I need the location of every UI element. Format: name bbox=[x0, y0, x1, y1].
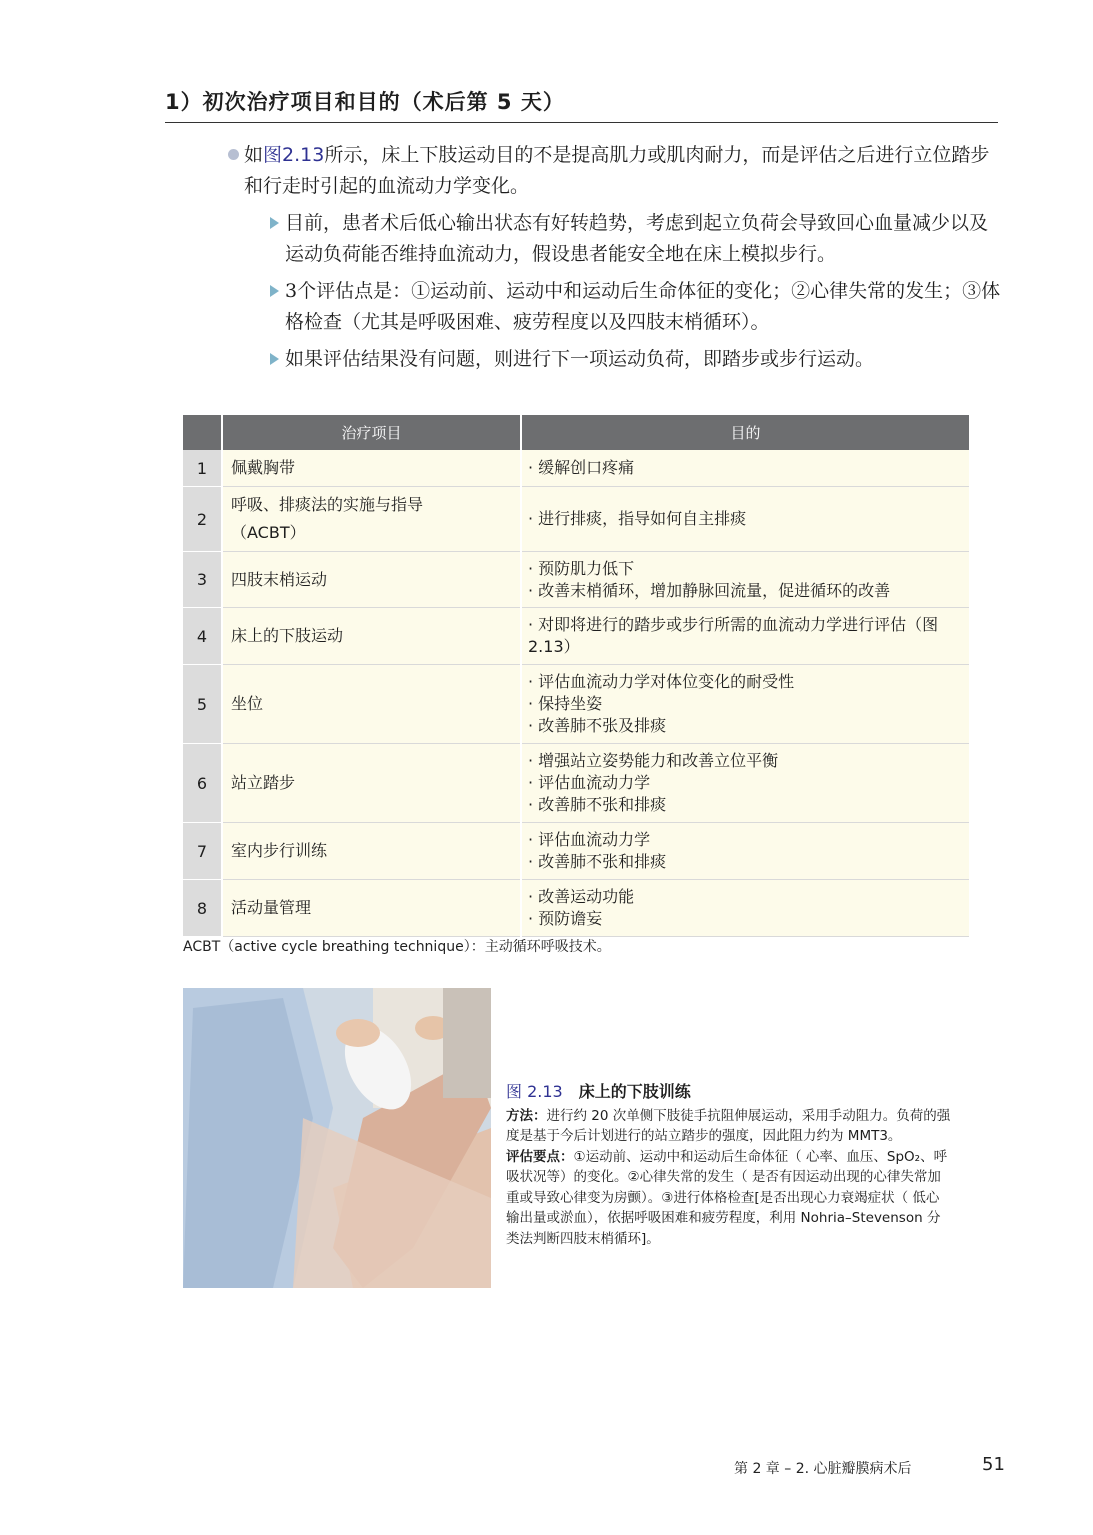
method-label: 方法： bbox=[506, 1107, 547, 1124]
header-item: 治疗项目 bbox=[222, 415, 521, 450]
purpose-line: · 评估血流动力学 bbox=[528, 772, 963, 794]
row-number: 2 bbox=[183, 487, 222, 552]
row-purpose bbox=[521, 880, 969, 937]
footer-chapter: 第 2 章 – 2. 心脏瓣膜病术后 bbox=[734, 1461, 912, 1477]
figure-evaluation bbox=[506, 1147, 951, 1250]
table-row bbox=[183, 450, 969, 487]
table-row bbox=[183, 552, 969, 608]
sub-bullet bbox=[228, 208, 1003, 270]
table-row bbox=[183, 823, 969, 880]
row-number: 8 bbox=[183, 880, 222, 937]
photo-illustration bbox=[183, 988, 491, 1288]
row-number: 6 bbox=[183, 744, 222, 823]
purpose-line: · 评估血流动力学 bbox=[528, 829, 963, 851]
body-text bbox=[228, 140, 1003, 375]
row-item bbox=[222, 608, 521, 665]
triangle-bullet-icon bbox=[270, 353, 279, 365]
intro-text: 所示，床上下肢运动目的不是提高肌力或肌肉耐力，而是评估之后进行立位踏步和行走时引起的血流动力学变化。 bbox=[244, 144, 990, 197]
row-purpose bbox=[521, 552, 969, 608]
table-row bbox=[183, 487, 969, 552]
purpose-line: · 评估血流动力学对体位变化的耐受性 bbox=[528, 671, 963, 693]
row-item bbox=[222, 823, 521, 880]
row-number: 7 bbox=[183, 823, 222, 880]
row-number: 3 bbox=[183, 552, 222, 608]
treatment-table-container bbox=[183, 415, 969, 937]
row-purpose bbox=[521, 487, 969, 552]
figure-title-line bbox=[506, 1082, 951, 1103]
header-number bbox=[183, 415, 222, 450]
purpose-line: · 改善肺不张和排痰 bbox=[528, 851, 963, 873]
figure-caption bbox=[506, 1082, 951, 1249]
method-text: 进行约 20 次单侧下肢徒手抗阻伸展运动，采用手动阻力。负荷的强度是基于今后计划进行的站立踏步的强度，因此阻力约为 MMT3。 bbox=[506, 1107, 951, 1144]
triangle-bullet-icon bbox=[270, 217, 279, 229]
row-item bbox=[222, 665, 521, 744]
evaluation-label: 评估要点： bbox=[506, 1148, 574, 1165]
sub-bullet-text: 目前，患者术后低心输出状态有好转趋势，考虑到起立负荷会导致回心血量减少以及运动负荷能否维持血流动力，假设患者能安全地在床上模拟步行。 bbox=[285, 212, 989, 265]
sub-bullet bbox=[228, 276, 1003, 338]
row-item bbox=[222, 450, 521, 487]
purpose-line: · 预防肌力低下 bbox=[528, 558, 963, 580]
purpose-line: · 改善肺不张和排痰 bbox=[528, 794, 963, 816]
row-purpose bbox=[521, 823, 969, 880]
item-line: 呼吸、排痰法的实施与指导 bbox=[231, 495, 424, 514]
item-line: 佩戴胸带 bbox=[231, 458, 296, 477]
sub-bullet-text: 如果评估结果没有问题，则进行下一项运动负荷，即踏步或步行运动。 bbox=[285, 348, 875, 370]
triangle-bullet-icon bbox=[270, 285, 279, 297]
figure-reference-link[interactable]: 图2.13 bbox=[263, 144, 325, 166]
purpose-line: · 改善末梢循环，增加静脉回流量，促进循环的改善 bbox=[528, 580, 963, 602]
section-heading: 1）初次治疗项目和目的（术后第 5 天） bbox=[165, 86, 998, 123]
figure-method bbox=[506, 1106, 951, 1147]
table-row bbox=[183, 880, 969, 937]
purpose-line: · 增强站立姿势能力和改善立位平衡 bbox=[528, 750, 963, 772]
figure-title: 床上的下肢训练 bbox=[578, 1082, 691, 1101]
evaluation-text: ①运动前、运动中和运动后生命体征（ 心率、血压、SpO₂、呼吸状况等）的变化。②心律失常的发生（ 是否有因运动出现的心律失常加重或导致心律变为房颤）。③进行体格检查[是否出现心力衰竭症状（ 低心输出量或淤血），依据呼吸困难和疲劳程度，利用 Nohria–Stevenson 分类法判断四肢末梢循环]。 bbox=[506, 1148, 948, 1247]
row-purpose bbox=[521, 665, 969, 744]
item-line: 四肢末梢运动 bbox=[231, 569, 328, 589]
item-line: 站立踏步 bbox=[231, 773, 296, 792]
item-line: （ACBT） bbox=[231, 523, 306, 542]
treatment-table bbox=[183, 415, 969, 937]
bullet-dot-icon bbox=[228, 149, 239, 160]
table-body bbox=[183, 450, 969, 937]
row-item bbox=[222, 744, 521, 823]
table-footnote: ACBT（active cycle breathing technique）：主动循环呼吸技术。 bbox=[183, 939, 611, 955]
row-purpose bbox=[521, 608, 969, 665]
row-purpose bbox=[521, 450, 969, 487]
item-line: 室内步行训练 bbox=[231, 841, 328, 860]
purpose-line: · 对即将进行的踏步或步行所需的血流动力学进行评估（图 2.13） bbox=[528, 614, 963, 658]
row-purpose bbox=[521, 744, 969, 823]
header-purpose: 目的 bbox=[521, 415, 969, 450]
purpose-line: · 改善肺不张及排痰 bbox=[528, 715, 963, 737]
row-number: 4 bbox=[183, 608, 222, 665]
intro-bullet bbox=[228, 140, 1003, 202]
row-item bbox=[222, 552, 521, 608]
row-number: 5 bbox=[183, 665, 222, 744]
row-number: 1 bbox=[183, 450, 222, 487]
purpose-line: · 改善运动功能 bbox=[528, 886, 963, 908]
item-line: 活动量管理 bbox=[231, 898, 312, 917]
purpose-line: · 保持坐姿 bbox=[528, 693, 963, 715]
figure-photo bbox=[183, 988, 491, 1288]
item-line: 坐位 bbox=[231, 694, 264, 713]
intro-prefix: 如 bbox=[244, 144, 264, 166]
table-row bbox=[183, 665, 969, 744]
purpose-line: · 预防谵妄 bbox=[528, 908, 963, 930]
purpose-line: · 进行排痰，指导如何自主排痰 bbox=[528, 508, 963, 530]
sub-bullet-text: 3个评估点是：①运动前、运动中和运动后生命体征的变化；②心律失常的发生；③体格检查（尤其是呼吸困难、疲劳程度以及四肢末梢循环）。 bbox=[285, 280, 1001, 333]
sub-bullet bbox=[228, 344, 1003, 375]
purpose-line: · 缓解创口疼痛 bbox=[528, 457, 963, 479]
table-row bbox=[183, 744, 969, 823]
row-item bbox=[222, 880, 521, 937]
item-line: 床上的下肢运动 bbox=[231, 626, 344, 645]
table-row bbox=[183, 608, 969, 665]
page-number: 51 bbox=[982, 1454, 1005, 1475]
figure-label: 图 2.13 bbox=[506, 1082, 563, 1101]
row-item bbox=[222, 487, 521, 552]
